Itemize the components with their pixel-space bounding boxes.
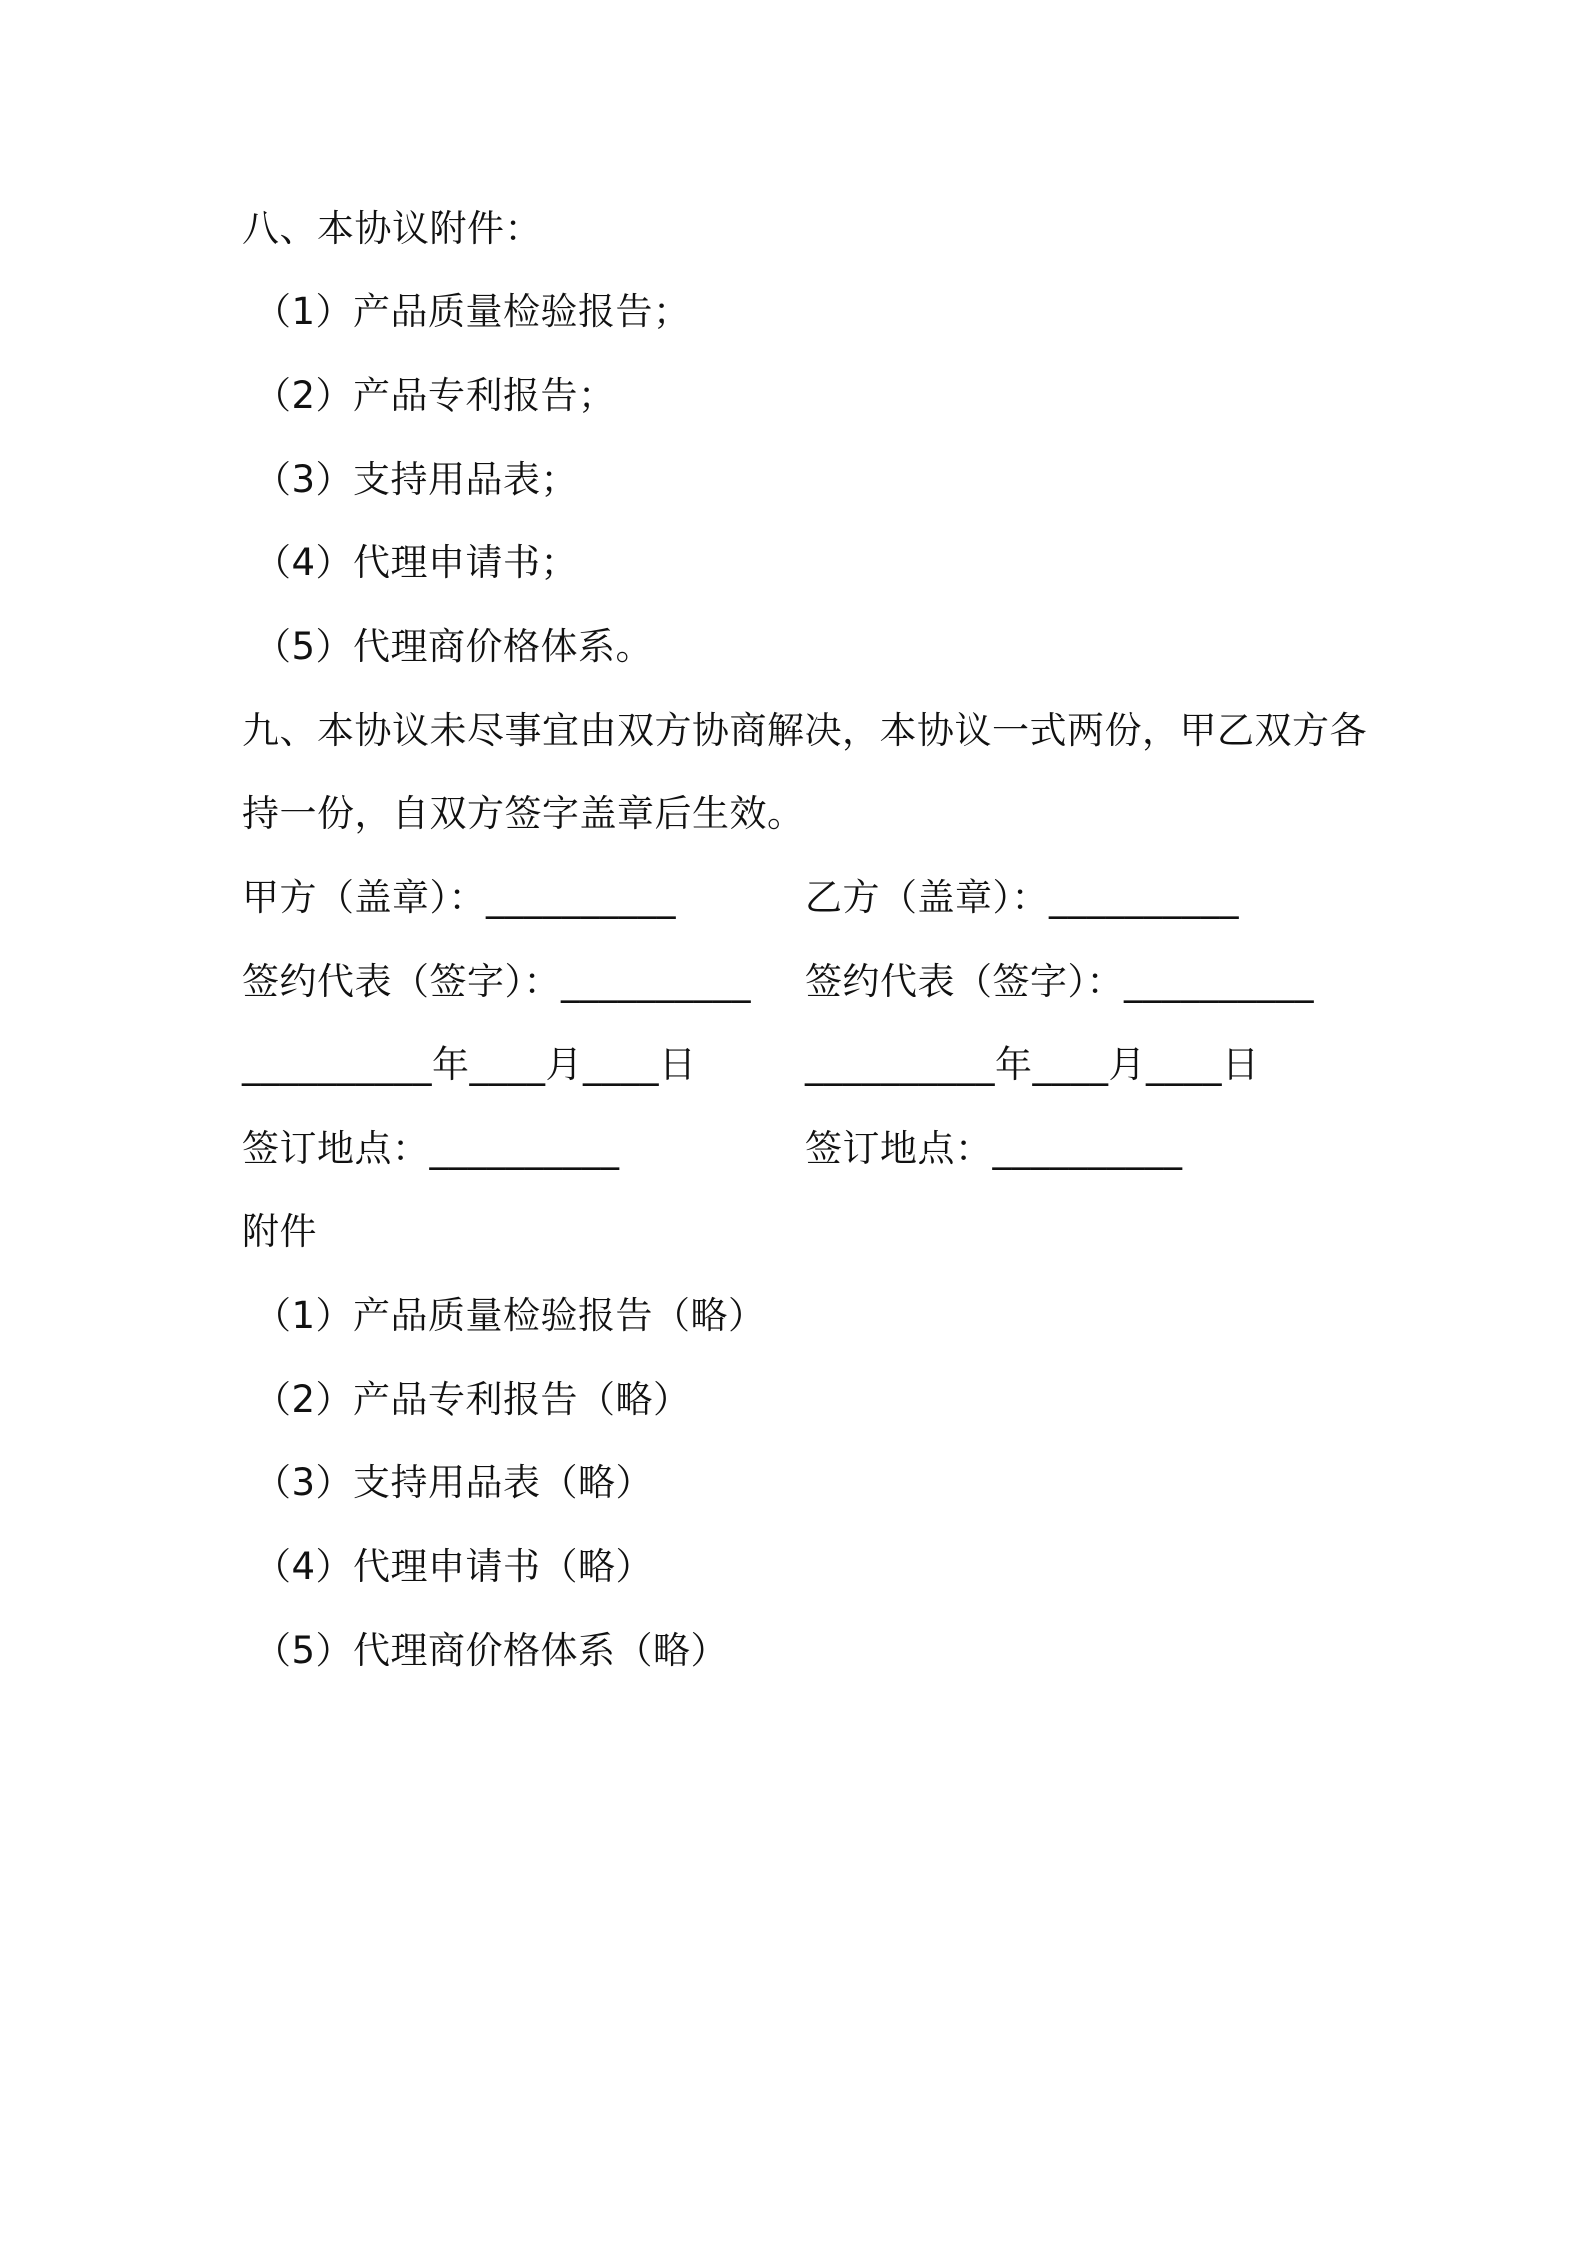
attachment-item-2: （2）产品专利报告（略） — [254, 1378, 691, 1421]
section9-line-2: 持一份，自双方签字盖章后生效。 — [242, 792, 805, 835]
attachments-heading: 附件 — [242, 1210, 317, 1253]
party-b-date: __________年____月____日 — [805, 1043, 1260, 1086]
section8-item-5: （5）代理商价格体系。 — [254, 625, 654, 668]
attachment-item-5: （5）代理商价格体系（略） — [254, 1629, 729, 1672]
attachment-item-1: （1）产品质量检验报告（略） — [254, 1294, 766, 1337]
section8-item-4: （4）代理申请书； — [254, 541, 579, 584]
attachment-item-3: （3）支持用品表（略） — [254, 1461, 654, 1504]
party-b-representative: 签约代表（签字）：__________ — [805, 960, 1314, 1003]
party-a-place: 签订地点：__________ — [242, 1127, 620, 1170]
party-b-seal: 乙方（盖章）：__________ — [805, 876, 1239, 919]
section8-item-1: （1）产品质量检验报告； — [254, 290, 691, 333]
attachment-item-4: （4）代理申请书（略） — [254, 1545, 654, 1588]
party-a-seal: 甲方（盖章）：__________ — [242, 876, 676, 919]
section9-line-1: 九、本协议未尽事宜由双方协商解决，本协议一式两份，甲乙双方各 — [242, 709, 1367, 752]
section8-heading: 八、本协议附件： — [242, 207, 542, 250]
section8-item-3: （3）支持用品表； — [254, 458, 579, 501]
party-a-date: __________年____月____日 — [242, 1043, 697, 1086]
party-a-representative: 签约代表（签字）：__________ — [242, 960, 751, 1003]
party-b-place: 签订地点：__________ — [805, 1127, 1183, 1170]
section8-item-2: （2）产品专利报告； — [254, 374, 616, 417]
